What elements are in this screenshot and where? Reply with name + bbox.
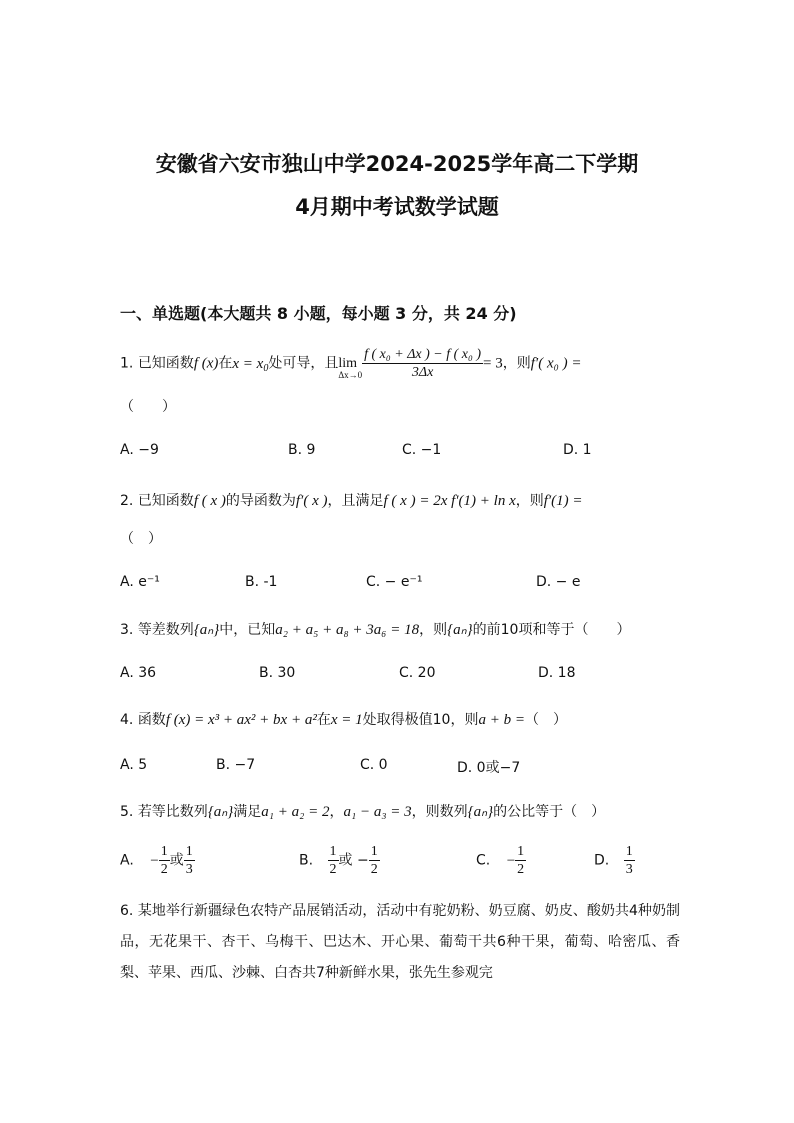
math-expression: f (x) = x³ + ax² + bx + a² (165, 712, 317, 728)
question-number: 6. (120, 903, 134, 919)
question-text: ，则 (515, 493, 544, 509)
option-a[interactable]: A. − $\frac{1}{2}$ 或 $\frac{1}{3}$ (120, 844, 193, 877)
math-expression: a + b = (478, 712, 525, 728)
section-heading: 一、单选题(本大题共 8 小题，每小题 3 分，共 24 分) (120, 304, 517, 323)
option-b[interactable]: B. −7 (216, 757, 256, 773)
question-text: （ ） (524, 712, 567, 728)
math-expression: = 3 (483, 355, 503, 372)
math-expression: {aₙ} (467, 804, 494, 820)
question-text: 若等比数列 (137, 804, 208, 820)
answer-paren: （ ） (120, 531, 162, 547)
limit-fraction: $\frac{\text{f ( x₀ + Δx ) − f ( x₀ )}}{3\Delta x}$ (364, 347, 482, 380)
math-expression: f ( x ) (193, 493, 226, 509)
fraction-third: $\frac{1}{3}$ (185, 844, 193, 877)
math-expression: f′( x₀ ) = (530, 355, 582, 372)
fraction-half: $\frac{1}{2}$ (370, 844, 378, 877)
question-text: 已知函数 (137, 493, 194, 509)
option-c[interactable]: C. − e⁻¹ (366, 574, 423, 590)
math-expression: f′(1) = (543, 493, 583, 509)
math-expression: a₂ + a₅ + a₈ + 3a₆ = 18 (275, 622, 420, 638)
question-text: 函数 (137, 712, 166, 728)
option-a[interactable]: A. e⁻¹ (120, 574, 160, 590)
option-d[interactable]: D. $\frac{1}{3}$ (594, 844, 633, 877)
question-text: 处可导，且 (268, 355, 339, 372)
fraction-third: $\frac{1}{3}$ (625, 844, 633, 877)
question-6 (120, 896, 680, 989)
question-number: 1. (120, 355, 134, 372)
fraction-half: $\frac{1}{2}$ (160, 844, 168, 877)
option-b[interactable]: B. 9 (288, 442, 316, 458)
question-text: 的公比等于（ ） (493, 804, 606, 820)
option-c[interactable]: C. 20 (399, 665, 436, 681)
option-b[interactable]: B. $\frac{1}{2}$ 或 − $\frac{1}{2}$ (299, 844, 378, 877)
question-text: 等差数列 (137, 622, 194, 638)
option-a[interactable]: A. −9 (120, 442, 159, 458)
math-expression: {aₙ} (447, 622, 473, 638)
question-text: 的导函数为 (225, 493, 296, 509)
math-expression: {aₙ} (207, 804, 234, 820)
option-d[interactable]: D. 18 (538, 665, 576, 681)
question-text: 的前10项和等于（ ） (472, 622, 631, 638)
question-number: 3. (120, 622, 134, 638)
question-4 (120, 709, 567, 729)
question-number: 4. (120, 712, 134, 728)
page-title-line1: 安徽省六安市独山中学2024-2025学年高二下学期 (155, 152, 639, 176)
question-5 (120, 801, 605, 821)
question-text: ，则数列 (411, 804, 468, 820)
option-a[interactable]: A. 5 (120, 757, 148, 773)
option-d[interactable]: D. − e (536, 574, 581, 590)
option-c[interactable]: C. − $\frac{1}{2}$ (476, 844, 525, 877)
page-title-line2: 4月期中考试数学试题 (295, 195, 499, 219)
question-text: 处取得极值10，则 (362, 712, 479, 728)
option-d[interactable]: D. 1 (563, 442, 592, 458)
math-expression: a₁ + a₂ = 2 (261, 804, 330, 820)
option-c[interactable]: C. −1 (402, 442, 442, 458)
question-text: 在 (316, 712, 331, 728)
math-expression: x = 1 (330, 712, 363, 728)
limit-expression: lim Δx→0 (338, 356, 363, 380)
question-text: 在 (218, 355, 233, 372)
option-c[interactable]: C. 0 (360, 757, 388, 773)
question-text: ，且满足 (327, 493, 384, 509)
math-expression: f ( x ) = 2x f′(1) + ln x (383, 493, 516, 509)
question-text: ，则 (502, 355, 531, 372)
question-text: ， (329, 804, 344, 820)
question-text: 已知函数 (137, 355, 194, 372)
math-expression: {aₙ} (193, 622, 220, 638)
question-3 (120, 619, 630, 639)
question-2 (120, 490, 583, 510)
question-text: 某地举行新疆绿色农特产品展销活动，活动中有驼奶粉、奶豆腐、奶皮、酸奶共4种奶制品，无花果干、杏干、乌梅干、巴达木、开心果、葡萄干共6种干果，葡萄、哈密瓜、香梨、苹果、西瓜、沙棘、白杏共7种新鲜水果，张先生参观完 (120, 903, 680, 981)
option-a[interactable]: A. 36 (120, 665, 157, 681)
question-text: 满足 (233, 804, 262, 820)
fraction-half: $\frac{1}{2}$ (329, 844, 337, 877)
question-number: 2. (120, 493, 134, 509)
question-number: 5. (120, 804, 134, 820)
math-expression: f (x) (193, 355, 219, 372)
math-expression: f′( x ) (295, 493, 328, 509)
answer-paren: （ ） (120, 399, 176, 415)
fraction-half: $\frac{1}{2}$ (517, 844, 525, 877)
question-text: ，则 (419, 622, 448, 638)
math-expression: $x = x_0$ (232, 355, 269, 374)
option-d[interactable]: D. 0或−7 (457, 760, 521, 776)
option-b[interactable]: B. 30 (259, 665, 296, 681)
question-text: 中，已知 (219, 622, 276, 638)
option-b[interactable]: B. -1 (245, 574, 278, 590)
question-1 (120, 346, 581, 381)
math-expression: a₁ − a₃ = 3 (343, 804, 412, 820)
